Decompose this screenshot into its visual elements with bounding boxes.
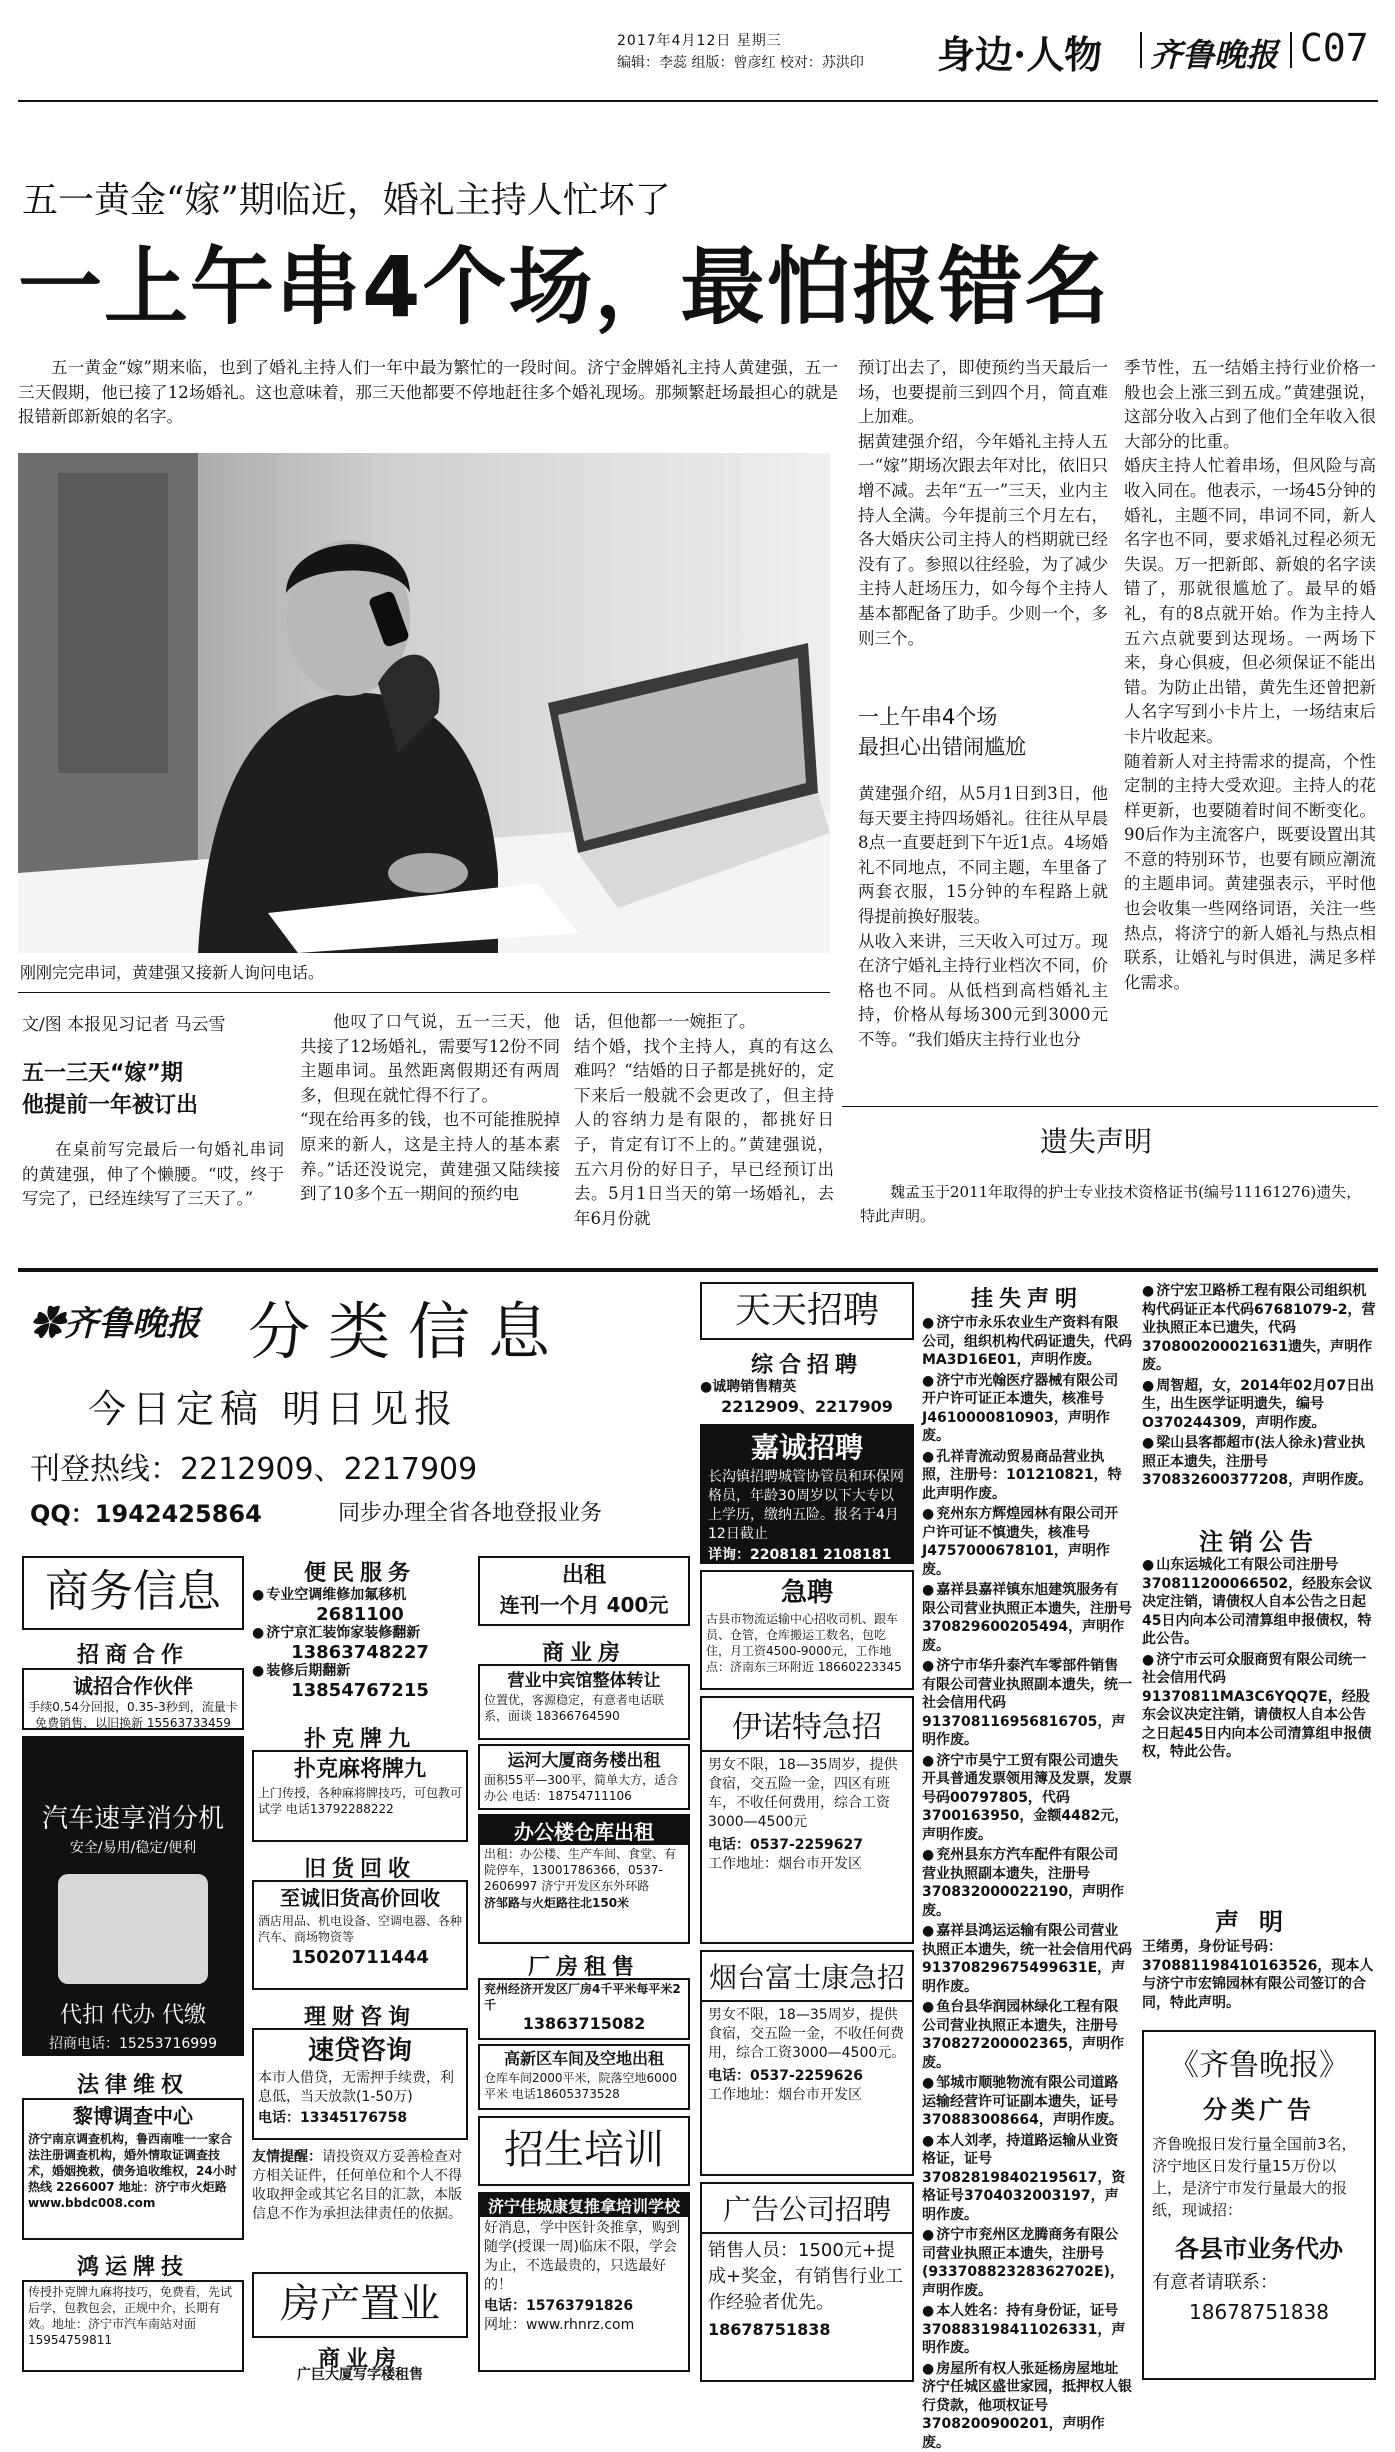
lc-phone: 电话：13345176758 (254, 2109, 466, 2128)
gs-top-item: ● 梁山县客都超市(法人徐永)营业执照正本遗失，注册号370832600377208，声明作废。 (1142, 1434, 1376, 1490)
article-headline: 一上午串4个场，最怕报错名 (18, 220, 1110, 341)
biz-info-header (22, 1556, 244, 1630)
section-title: 身边·人物 (937, 24, 1102, 79)
cf1-phone: 13863715082 (480, 2014, 688, 2033)
newspaper-brand: 齐鲁晚报 (1150, 30, 1278, 76)
cf2-text: 仓库车间2000平米，院落空地6000平米 电话18605373528 (480, 2069, 688, 2103)
subtitle-four-venues: 一上午串4个场 最担心出错闹尴尬 (858, 702, 1108, 762)
cf2-name: 高新区车间及空地出租 (480, 2046, 688, 2069)
app-ad-sub: 安全/易用/稳定/便利 (24, 1839, 242, 1858)
jc-phone: 详询：2208181 2108181 (702, 1546, 912, 1565)
article-column-5: 季节性，五一结婚主持行业价格一般也会上涨三到五成。”黄建强说，这部分收入占到了他们全年收入很大部分的比重。 婚庆主持人忙着串场，但风险与高收入同在。他表示，一场45分钟的婚礼，主题不同，串词不同，新人名字也不同，要求婚礼过程必须无失误。万一把新郎、新娘的名字读错了，那就很尴尬了。最早的婚礼，有的8点就开始。作为主持人五六点就要到达现场。一两场下来，身心俱疲，但必须保证不能出错。为防止出错，黄先生还曾把新人名字写到小卡片上，一场结束后卡片收起来。 随着新人对主持需求的提高，个性定制的主持大受欢迎。主持人的花样更新，也要随着时间不断变化。90后作为主流客户，既要设置出其不意的特别环节，也要有顾应潮流的主题串词。黄建强表示，平时他也会收集一些网络词语，关注一些热点，将济宁的新人婚礼与热点相联系，让婚礼与时俱进，满足多样化需求。 (1124, 356, 1376, 995)
phone-illustration-icon (58, 1874, 208, 1984)
zx-item: ● 济宁市云可众服商贸有限公司统一社会信用代码91370811MA3C6YQQ7E，经股东会议决定注销，请债权人自本公告之日起45日内向本公司清算组申报债权，特此公告。 (1142, 1651, 1376, 1762)
gs-item: ● 孔祥青流动贸易商品营业执照，注册号：101210821，特此声明作废。 (922, 1448, 1132, 1504)
lc-ad (252, 2028, 468, 2140)
zx-title: 注销公告 (1142, 1522, 1376, 1557)
photo-caption: 刚刚完完串词，黄建强又接新人询问电话。 (20, 960, 324, 983)
sy1-ad (478, 1664, 690, 1740)
qlwb-sub: 分类广告 (1144, 2090, 1374, 2125)
article-column-4b: 黄建强介绍，从5月1日到3日，他每天要主持四场婚礼。往往从早晨8点一直要赶到下午近1点。4场婚礼不同地点，不同主题，车里备了两套衣服，15分钟的车程路上就得提前换好服装。 从收入来讲，三天收入可过万。现在济宁婚礼主持行业档次不同，价格也不同。从低档到高档婚礼主持，价格从每场300元到3000元不等。“我们婚庆主持行业也分 (858, 782, 1108, 1053)
zh-phone: 2212909、2217909 (700, 1397, 914, 1416)
tip-block (252, 2148, 468, 2224)
gs-item: ● 济宁市兖州区龙腾商务有限公司营业执照正本遗失，注册号(93370882328362702E)，声明作废。 (922, 2226, 1132, 2300)
edu-web: 网址：www.rhnrz.com (480, 2316, 688, 2335)
sy1-text: 位置优，客源稳定，有意者电话联系，面谈 18366764590 (480, 1691, 688, 1725)
gs-title: 挂失声明 (922, 1282, 1132, 1313)
gs-item: ● 嘉祥县嘉祥镇东旭建筑服务有限公司营业执照正本遗失，注册号370829600205494，声明作废。 (922, 1581, 1132, 1655)
header-rule (18, 100, 1378, 102)
sy2-name: 运河大厦商务楼出租 (480, 1746, 688, 1771)
page-number: C07 (1300, 26, 1369, 70)
sy-title: 商业房 (478, 1636, 690, 1667)
article-lead (18, 356, 838, 430)
article-column-1 (22, 1138, 284, 1212)
jh-ad (252, 1880, 468, 1990)
photo-illustration (18, 453, 830, 953)
re-title: 房产置业 (254, 2274, 466, 2334)
pkpj-name: 扑克麻将牌九 (254, 1752, 466, 1783)
law-name: 黎博调查中心 (24, 2100, 242, 2129)
gs-item: ● 本人刘孝，持道路运输从业资格证，证号370828198402195617，资格证号3704032003197，声明作废。 (922, 2132, 1132, 2225)
edu-phone: 电话：15763791826 (480, 2297, 688, 2316)
jc-title: 嘉诚招聘 (702, 1426, 912, 1466)
edu-text: 好消息，学中医针灸推拿，购到随学(授课一周)临床不限，学会为止，不选最贵的，只选最好的！ (480, 2217, 688, 2297)
classified-agency: 同步办理全省各地登报业务 (338, 1496, 602, 1527)
rent-price: 连刊一个月 400元 (480, 1589, 688, 1618)
gs-item: ● 济宁市光翰医疗器械有限公司开户许可证正本遗失，核准号J4610000810903，声明作废。 (922, 1372, 1132, 1446)
qlwb-contact: 有意者请联系： (1144, 2264, 1374, 2296)
ji-ad (700, 1570, 914, 1690)
gs-item: ● 本人姓名：持有身份证，证号370883198411026331，声明作废。 (922, 2302, 1132, 2358)
gs-item: ● 房屋所有权人张延杨房屋地址济宁任城区盛世家园，抵押权人银行贷款，他项权证号3708200900201，声明作废。 (922, 2360, 1132, 2452)
gs-top-item: ● 周智超，女，2014年02月07日出生，出生医学证明遗失，编号O370244309，声明作废。 (1142, 1377, 1376, 1433)
bm3-phone: 13854767215 (252, 1681, 468, 1700)
gs-item: ● 济宁市昊宁工贸有限公司遗失开具普通发票领用簿及发票，发票号码00797805，代码3700163950，金额4482元，声明作废。 (922, 1752, 1132, 1845)
lc-name: 速贷咨询 (254, 2030, 466, 2067)
zh-title: 综合招聘 (700, 1348, 914, 1379)
lost-notice-title: 遗失声明 (1040, 1120, 1152, 1160)
ji-title: 急聘 (702, 1572, 912, 1609)
ps-ad (22, 2280, 244, 2372)
sy2-ad (478, 1744, 690, 1810)
rent-label: 出租 (480, 1558, 688, 1589)
qlwb-text: 齐鲁晚报日发行量全国前3名，济宁地区日发行量15万份以上，是济宁市发行量最大的报纸，现诚招： (1144, 2125, 1374, 2221)
sy3-name: 办公楼仓库出租 (480, 1816, 688, 1845)
column-1-text: 在桌前写完最后一句婚礼串词的黄建强，伸了个懒腰。“哎，终于写完了，已经连续写了三天了。” (22, 1138, 284, 1212)
ps-text: 传授扑克牌九麻将技巧，免费看，先试后学，包教包会，正规中介，长期有效。地址：济宁市汽车南站对面 15954759811 (24, 2282, 242, 2350)
ad-job-phone: 18678751838 (702, 2320, 912, 2339)
yt-text: 男女不限，18—35周岁，提供食宿，交五险一金，不收任何费用，综合工资3000—4500元。 (702, 2002, 912, 2067)
sy1-name: 营业中宾馆整体转让 (480, 1666, 688, 1691)
edu-name: 济宁佳城康复推拿培训学校 (480, 2194, 688, 2217)
ji-text: 古县市物流运输中心招收司机、跟车员、仓管，仓库搬运工数名，包吃住，月工资4500-9000元，工作地点：济南东三环附近 18660223345 (702, 1609, 912, 1677)
gs-item: ● 济宁市永乐农业生产资料有限公司，组织机构代码证遗失，代码MA3D16E01，声明作废。 (922, 1314, 1132, 1370)
app-ad-phone: 招商电话：15253716999 (24, 2035, 242, 2054)
chengzhao-text: 手续0.54分回报，0.35-3秒到，流量卡免费销售，以旧换新 15563733459 (24, 1699, 242, 1731)
lc-text: 本市人借贷，无需押手续费，利息低，当天放款(1-50万) (254, 2067, 466, 2109)
sy4-name: 广巨大厦写字楼租售 (252, 2364, 468, 2384)
ad-job-ad (700, 2182, 914, 2382)
lc-title: 理财咨询 (252, 2000, 468, 2031)
sy3-ad (478, 1814, 690, 1944)
classified-brand-text: 齐鲁晚报 (64, 1304, 200, 1344)
job-title: 天天招聘 (702, 1284, 912, 1338)
article-column-3: 话，但他都一一婉拒了。 结个婚，找个主持人，真的有这么难吗？“结婚的日子都是挑好的，定下来后一般就不会更改了，但主持人的容纳力是有限的，都挑好日子，肯定有订不上的。”黄建强说，五六月份的好日子，早已经预订出去。5月1日当天的第一场婚礼，去年6月份就 (574, 1010, 834, 1231)
qlwb-title: 《齐鲁晚报》 (1144, 2040, 1374, 2084)
gs-item: ● 邹城市顺驰物流有限公司道路运输经营许可证副本遗失，证号370883008664，声明作废。 (922, 2074, 1132, 2130)
bm-list (252, 1586, 468, 1700)
zx-item: ● 山东运城化工有限公司注册号370811200066502，经股东会议决定注销，请债权人自本公告之日起45日内向本公司清算组申报债权，特此公告。 (1142, 1556, 1376, 1649)
jh-phone: 15020711444 (254, 1947, 466, 1968)
yt-ad (700, 1950, 914, 2176)
law-ad (22, 2098, 244, 2240)
ad-job-title: 广告公司招聘 (702, 2184, 912, 2234)
sy4-title: 商业房 (252, 2342, 468, 2373)
edu-title: 招生培训 (480, 2118, 688, 2182)
qlwb-phone: 18678751838 (1144, 2300, 1374, 2324)
gs-item: ● 兖州县东方汽车配件有限公司营业执照副本遗失，注册号370832000022190，声明作废。 (922, 1846, 1132, 1920)
classified-qq: QQ：1942425864 (30, 1494, 262, 1529)
cf2-ad (478, 2044, 690, 2110)
lead-text: 五一黄金“嫁”期来临，也到了婚礼主持人们一年中最为繁忙的一段时间。济宁金牌婚礼主持人黄建强，五一三天假期，他已接了12场婚礼。这也意味着，那三天他都要不停地赶往多个婚礼现场。那频繁赶场最担心的就是报错新郎新娘的名字。 (18, 356, 838, 430)
sy4-ad (252, 2364, 468, 2390)
yn-phone: 电话：0537-2259627 (702, 1836, 912, 1855)
jc-text: 长沟镇招聘城管协管员和环保网格员，年龄30周岁以下大专以上学历，缴纳五险。报名于4月12日截止 (702, 1466, 912, 1546)
pkpj-title: 扑克牌九 (252, 1722, 468, 1753)
cf-title: 厂房租售 (478, 1950, 690, 1981)
sy2-text: 面积55平—300平，简单大方，适合办公 电话：18754711106 (480, 1771, 688, 1805)
bm1-text: ● 专业空调维修加氟移机 (252, 1586, 468, 1605)
pkpj-text: 上门传授，各种麻将牌技巧，可包教可试学 电话13792288222 (254, 1783, 466, 1819)
ps-title: 鸿运牌技 (22, 2250, 244, 2281)
jh-title: 旧货回收 (252, 1852, 468, 1883)
tip-text: 请投资双方妥善检查对方相关证件，任何单位和个人不得收取押金或其它名目的汇款，本版信息不作为承担法律责任的依据。 (252, 2149, 462, 2222)
article-photo (18, 453, 830, 953)
bm-title: 便民服务 (252, 1556, 468, 1587)
article-column-4a: 预订出去了，即使预约当天最后一场，也要提前三到四个月，简直难上加难。 据黄建强介绍，今年婚礼主持人五一“嫁”期场次跟去年对比，依旧只增不减。去年“五一”三天，业内主持人全满。今年提前三个月左右，各大婚庆公司主持人的档期就已经没有了。参照以往经验，为了减少主持人赶场压力，如今每个主持人基本都配备了助手。少则一个，多则三个。 (858, 356, 1108, 651)
biz-info-title: 商务信息 (24, 1558, 242, 1626)
gs-item: ● 嘉祥县鸿运运输有限公司营业执照正本遗失，统一社会信用代码91370829675499631E，声明作废。 (922, 1922, 1132, 1996)
classified-slogan: 今日定稿 明日见报 (88, 1378, 458, 1433)
qlwb-ad (1142, 2030, 1376, 2380)
yt-addr: 工作地址：烟台市开发区 (702, 2086, 912, 2105)
jh-text: 酒店用品、机电设备、空调电器、各种汽车、商场物资等 (254, 1911, 466, 1947)
article-subhead: 五一黄金“嫁”期临近，婚礼主持人忙坏了 (22, 172, 671, 223)
zx-list (1142, 1556, 1376, 1896)
jc-ad (700, 1424, 914, 1564)
yn-ad (700, 1696, 914, 1944)
lost-notice-text: 魏孟玉于2011年取得的护士专业技术资格证书(编号11161276)遗失，特此声明。 (860, 1180, 1370, 1228)
brand-swirl-icon: ✿ (30, 1304, 64, 1344)
gs-top-list (1142, 1282, 1376, 1514)
sm-text: 王绪勇，身份证号码：370881198410163526，现本人与济宁市宏锦园林有限公司签订的合同，特此声明。 (1142, 1938, 1376, 2024)
bm2-phone: 13863748227 (252, 1643, 468, 1662)
cf1-ad (478, 1978, 690, 2040)
zh-text: ●诚聘销售精英 (700, 1378, 914, 1397)
zh-ad (700, 1378, 914, 1416)
sy3-text: 出租：办公楼、生产车间、食堂、有院停车，13001786366，0537-2606997 济宁开发区东外环路 (480, 1845, 688, 1895)
app-ad (22, 1736, 244, 2056)
byline: 文/图 本报见习记者 马云雪 (22, 1010, 322, 1035)
classified-banner (18, 1276, 696, 1546)
subtitle-booked-year-ahead: 五一三天“嫁”期 他提前一年被订出 (22, 1058, 282, 1122)
pkpj-ad (252, 1750, 468, 1842)
classified-title: 分类信息 (248, 1282, 568, 1371)
zhaoshang-title: 招商合作 (22, 1638, 244, 1669)
yt-phone: 电话：0537-2259626 (702, 2067, 912, 2086)
edu-ad (478, 2192, 690, 2372)
yn-title: 伊诺特急招 (702, 1698, 912, 1752)
header-date: 2017年4月12日 星期三 (617, 30, 917, 50)
header-divider (1140, 32, 1142, 68)
bm1-phone: 2681100 (252, 1605, 468, 1624)
notice-rule (842, 1106, 1378, 1107)
cf1-text: 兖州经济开发区厂房4千平米每平米2千 (480, 1980, 688, 2014)
tip-label: 友情提醒： (252, 2149, 322, 2165)
ad-job-text: 销售人员：1500元+提成+奖金，有销售行业工作经验者优先。 (702, 2234, 912, 2320)
law-text: 济宁南京调查机构，鲁西南唯一一家合法注册调查机构，婚外情取证调查技术，婚姻挽救，债务追收维权，24小时热线 2266007 地址：济宁市火炬路 www.bbdc008.com (24, 2129, 242, 2213)
gs-top-item: ● 济宁宏卫路桥工程有限公司组织机构代码证正本代码67681079-2，营业执照正本已遗失，代码370800200021631遗失，声明作废。 (1142, 1282, 1376, 1375)
rent-ad (478, 1556, 690, 1626)
law-title: 法律维权 (22, 2068, 244, 2099)
classified-brand (30, 1296, 200, 1345)
re-ad (252, 2272, 468, 2338)
yn-addr: 工作地址：烟台市开发区 (702, 1855, 912, 1874)
header-divider (1290, 32, 1292, 68)
header-staff: 编辑：李蕊 组版：曾彦红 校对：苏洪印 (617, 52, 937, 72)
app-ad-title: 汽车速享消分机 (24, 1798, 242, 1835)
bm3-text: ● 装修后期翻新 (252, 1662, 468, 1681)
qlwb-call: 各县市业务代办 (1144, 2229, 1374, 2264)
yt-title: 烟台富士康急招 (702, 1952, 912, 2002)
classified-hotline: 刊登热线：2212909、2217909 (30, 1444, 477, 1488)
chengzhao-title: 诚招合作伙伴 (24, 1670, 242, 1699)
gs-item: ● 兖州东方辉煌园林有限公司开户许可证不慎遗失，核准号J4757000678101，声明作废。 (922, 1505, 1132, 1579)
chengzhao-ad (22, 1668, 244, 1730)
yn-text: 男女不限，18—35周岁，提供食宿，交五险一金，四区有班车，不收任何费用，综合工资3000—4500元 (702, 1752, 912, 1836)
gs-list (922, 1314, 1132, 2384)
bm2-text: ● 济宁京汇装饰家装修翻新 (252, 1624, 468, 1643)
sy3-addr: 济邹路与火炬路往北150米 (480, 1895, 688, 1911)
sm-title: 声明 (1142, 1902, 1376, 1937)
article-column-2: 他叹了口气说，五一三天，他共接了12场婚礼，需要写12份不同主题串词。虽然距离假期还有两周多，但现在就忙得不行了。 “现在给再多的钱，也不可能推脱掉原来的新人，这是主持人的基本素养。”话还没说完，黄建强又陆续接到了10多个五一期间的预约电 (300, 1010, 560, 1207)
caption-rule (18, 992, 830, 993)
gs-item: ● 鱼台县华润园林绿化工程有限公司营业执照正本遗失，注册号370827200002365，声明作废。 (922, 1998, 1132, 2072)
app-ad-tag: 代扣 代办 代缴 (24, 1998, 242, 2029)
jh-name: 至诚旧货高价回收 (254, 1882, 466, 1911)
gs-item: ● 济宁市华升泰汽车零部件销售有限公司营业执照副本遗失，统一社会信用代码913708116956816705，声明作废。 (922, 1657, 1132, 1750)
edu-header (478, 2116, 690, 2186)
classified-top-rule (18, 1268, 1378, 1272)
job-header (700, 1282, 914, 1340)
